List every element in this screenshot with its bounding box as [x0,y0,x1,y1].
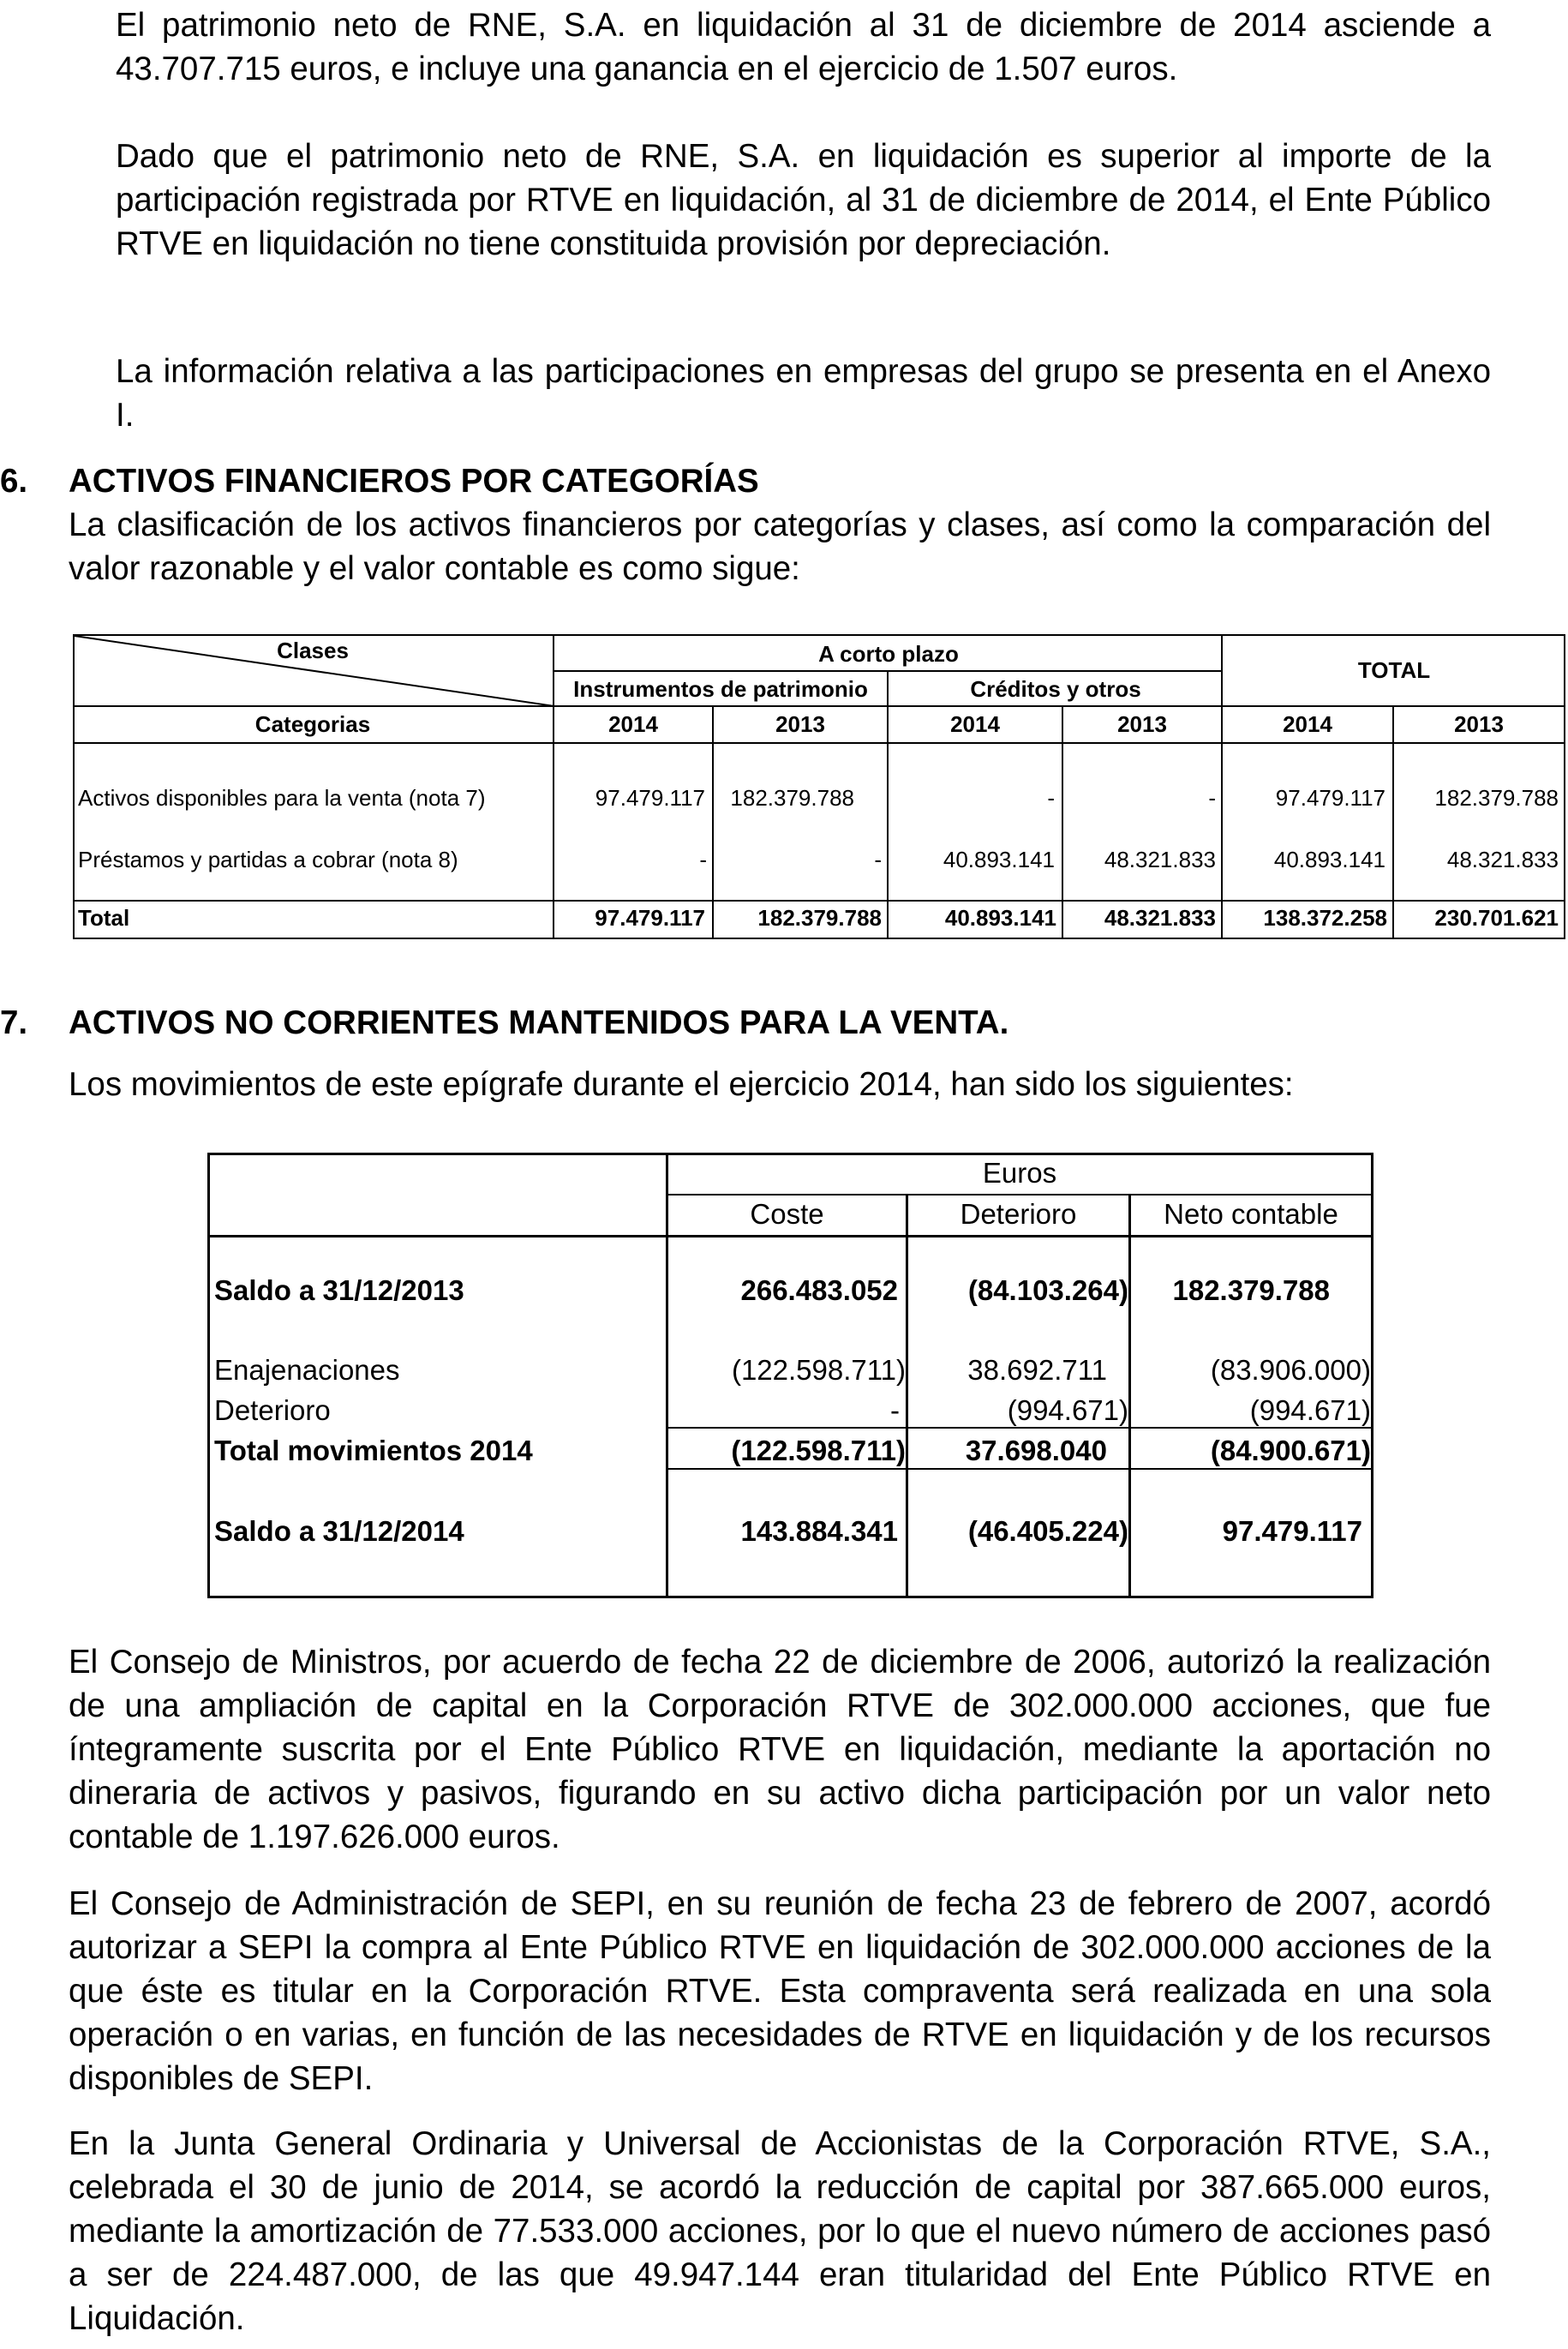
table-cell: 40.893.141 [944,905,1056,931]
table-cell: (46.405.224) [967,1515,1128,1547]
section-6-title: ACTIVOS FINANCIEROS POR CATEGORÍAS [69,463,759,500]
table-row-label: Total [78,905,130,931]
table-cell: 37.698.040 [965,1435,1107,1466]
table-cell: - [890,1394,900,1426]
year-col-1: 2014 [608,711,658,737]
table-cell: 48.321.833 [1104,847,1216,872]
year-col-5: 2014 [1283,711,1332,737]
intro-paragraph-2: Dado que el patrimonio neto de RNE, S.A. en liquidación es superior al importe de la participación registrada por RTVE en liquidación, al 31 de diciembre de 2014, el Ente Público RTVE en liquidación no tiene constituida provisión por depreciación. [116,138,1491,262]
table-cell: 230.701.621 [1434,905,1559,931]
table-cell: 266.483.052 [740,1274,898,1306]
table-cell: - [699,847,707,872]
table-cell: 38.692.711 [967,1354,1107,1386]
table-cell: 182.379.788 [757,905,882,931]
table-cell: - [1208,785,1216,811]
header-euros: Euros [982,1157,1057,1189]
table-row-label: Total movimientos 2014 [214,1435,533,1466]
table-cell: (84.103.264) [967,1274,1128,1306]
header-clases: Clases [277,638,349,663]
table-cell: 40.893.141 [943,847,1055,872]
non-current-assets-table [207,1153,1373,1598]
table-cell: 182.379.788 [730,785,854,811]
table-row-label: Deterioro [214,1394,331,1426]
header-total: TOTAL [1357,657,1431,683]
table-cell: 97.479.117 [1222,1515,1362,1547]
table-cell: 48.321.833 [1446,847,1559,872]
intro-paragraph-3: La información relativa a las participaciones en empresas del grupo se presenta en el Anexo I. [116,353,1491,434]
table-cell: 40.893.141 [1273,847,1385,872]
table-cell: (994.671) [1007,1394,1128,1426]
year-col-2: 2013 [775,711,825,737]
intro-paragraph-1: El patrimonio neto de RNE, S.A. en liquidación al 31 de diciembre de 2014 asciende a 43.707.715 euros, e incluye una ganancia en el ejercicio de 1.507 euros. [116,7,1491,87]
table-cell: 138.372.258 [1263,905,1387,931]
header-creditos: Créditos y otros [970,676,1141,702]
section-7-text: Los movimientos de este epígrafe durante el ejercicio 2014, han sido los siguientes: [69,1066,1294,1103]
table-cell: 97.479.117 [595,905,705,931]
table-cell: 97.479.117 [1275,785,1385,811]
table-row-label: Activos disponibles para la venta (nota 7) [78,785,486,811]
section-6-text: La clasificación de los activos financieros por categorías y clases, así como la comparación del valor razonable y el valor contable es como sigue: [69,506,1491,587]
table-row-label: Saldo a 31/12/2013 [214,1274,464,1306]
table-cell: 143.884.341 [740,1515,898,1547]
table-cell: - [1047,785,1055,811]
table-cell: 97.479.117 [595,785,705,811]
closing-paragraph-2: El Consejo de Administración de SEPI, en su reunión de fecha 23 de febrero de 2007, acordó autorizar a SEPI la compra al Ente Público RTVE en liquidación de 302.000.000 acciones de la que éste es titular en la Corporación RTVE. Esta compraventa será realizada en una sola operación o en varias, en función de las necesidades de RTVE en liquidación y de los recursos disponibles de SEPI. [69,1885,1491,2097]
year-col-3: 2014 [950,711,1000,737]
table-cell: (122.598.711) [731,1354,906,1386]
financial-assets-table [73,634,1565,939]
year-col-4: 2013 [1117,711,1167,737]
year-col-6: 2013 [1454,711,1504,737]
closing-paragraph-3: En la Junta General Ordinaria y Universal de Accionistas de la Corporación RTVE, S.A., celebrada el 30 de junio de 2014, se acordó la reducción de capital por 387.665.000 euros, mediante la amortización de 77.533.000 acciones, por lo que el nuevo número de acciones pasó a ser de 224.487.000, de las que 49.947.144 eran titularidad del Ente Público RTVE en Liquidación. [69,2125,1491,2337]
table-cell: 48.321.833 [1104,905,1216,931]
header-categorias: Categorias [254,711,371,737]
header-instrumentos: Instrumentos de patrimonio [573,676,868,702]
table-row-label: Préstamos y partidas a cobrar (nota 8) [78,847,458,872]
header-coste: Coste [750,1198,824,1230]
table-cell: 182.379.788 [1434,785,1559,811]
table-cell: (994.671) [1249,1394,1371,1426]
table-cell: (84.900.671) [1210,1435,1371,1466]
table-row-label: Enajenaciones [214,1354,400,1386]
header-deterioro: Deterioro [960,1198,1077,1230]
table-cell: 182.379.788 [1172,1274,1330,1306]
header-neto-contable: Neto contable [1164,1198,1338,1230]
table-cell: - [874,847,882,872]
header-corto-plazo: A corto plazo [818,641,959,667]
section-7-number: 7. [0,1004,28,1041]
closing-paragraph-1: El Consejo de Ministros, por acuerdo de fecha 22 de diciembre de 2006, autorizó la realización de una ampliación de capital en la Corporación RTVE de 302.000.000 acciones, que fue íntegramente suscrita por el Ente Público RTVE en liquidación, mediante la aportación no dineraria de activos y pasivos, figurando en su activo dicha participación por un valor neto contable de 1.197.626.000 euros. [69,1644,1491,1855]
table-row-label: Saldo a 31/12/2014 [214,1515,464,1547]
table-cell: (122.598.711) [731,1435,906,1466]
table-cell: (83.906.000) [1210,1354,1371,1386]
section-7-title: ACTIVOS NO CORRIENTES MANTENIDOS PARA LA VENTA. [69,1004,1009,1041]
section-6-number: 6. [0,463,28,500]
